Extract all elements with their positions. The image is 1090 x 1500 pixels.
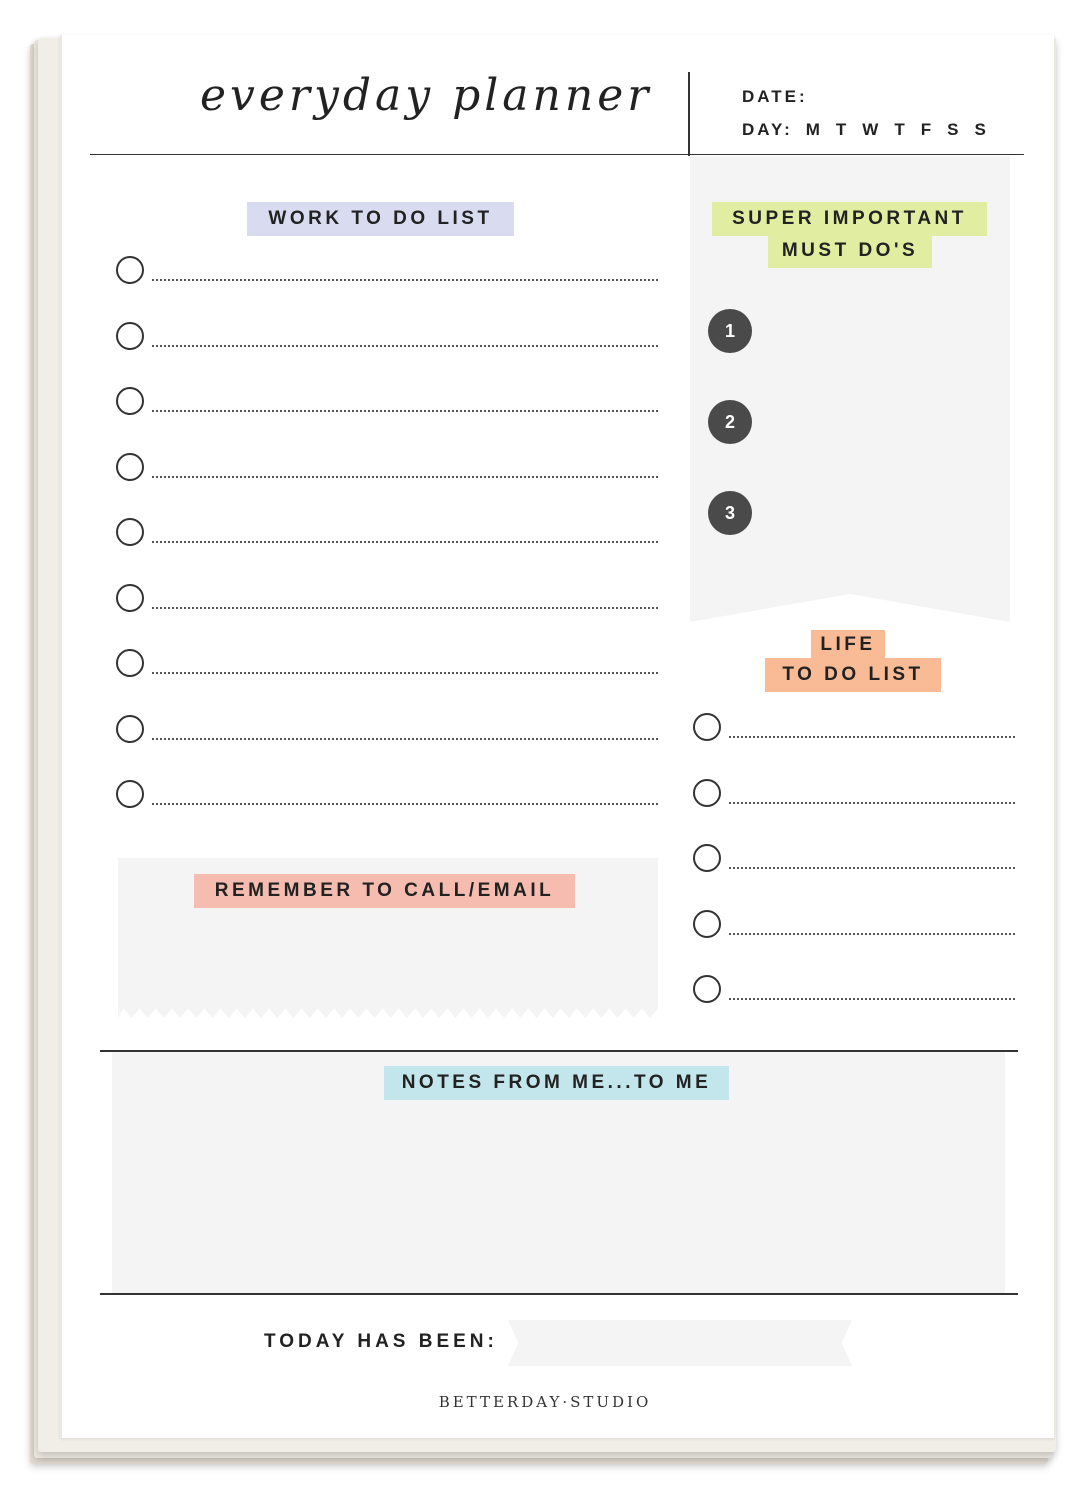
day-wednesday[interactable]: W xyxy=(862,120,882,139)
work-list-heading: WORK TO DO LIST xyxy=(247,202,514,236)
write-line[interactable] xyxy=(729,802,1015,804)
life-list-item xyxy=(693,975,1019,1005)
checkbox-circle[interactable] xyxy=(116,322,144,350)
checkbox-circle[interactable] xyxy=(116,780,144,808)
day-friday[interactable]: F xyxy=(920,120,935,139)
super-important-heading-line2: MUST DO'S xyxy=(768,234,932,268)
checkbox-circle[interactable] xyxy=(116,518,144,546)
work-list-item xyxy=(116,322,662,352)
write-line[interactable] xyxy=(152,279,658,281)
day-tuesday[interactable]: T xyxy=(835,120,850,139)
day-saturday[interactable]: S xyxy=(947,120,962,139)
checkbox-circle[interactable] xyxy=(116,649,144,677)
day-label: DAY: xyxy=(742,120,793,139)
write-line[interactable] xyxy=(152,541,658,543)
write-line[interactable] xyxy=(152,738,658,740)
write-line[interactable] xyxy=(729,933,1015,935)
life-list-item xyxy=(693,844,1019,874)
priority-number-1: 1 xyxy=(708,309,752,353)
write-line[interactable] xyxy=(152,607,658,609)
today-rating-field[interactable] xyxy=(508,1320,852,1366)
work-list-item xyxy=(116,387,662,417)
notes-bottom-rule xyxy=(100,1293,1018,1295)
checkbox-circle[interactable] xyxy=(116,387,144,415)
work-list-item xyxy=(116,518,662,548)
checkbox-circle[interactable] xyxy=(116,256,144,284)
header-divider xyxy=(688,72,690,156)
brand-logo: BETTERDAY·STUDIO xyxy=(438,1393,652,1411)
checkbox-circle[interactable] xyxy=(693,975,721,1003)
write-line[interactable] xyxy=(152,672,658,674)
write-line[interactable] xyxy=(152,803,658,805)
write-line[interactable] xyxy=(729,736,1015,738)
write-line[interactable] xyxy=(152,410,658,412)
notes-heading: NOTES FROM ME...TO ME xyxy=(384,1066,729,1100)
day-thursday[interactable]: T xyxy=(894,120,908,139)
work-list-item xyxy=(116,649,662,679)
write-line[interactable] xyxy=(729,998,1015,1000)
checkbox-circle[interactable] xyxy=(116,453,144,481)
day-monday[interactable]: M xyxy=(805,120,823,139)
header-underline xyxy=(90,154,1024,155)
checkbox-circle[interactable] xyxy=(693,910,721,938)
checkbox-circle[interactable] xyxy=(116,715,144,743)
checkbox-circle[interactable] xyxy=(693,713,721,741)
remember-heading: REMEMBER TO CALL/EMAIL xyxy=(194,874,575,908)
work-list-item xyxy=(116,453,662,483)
super-important-heading-line1: SUPER IMPORTANT xyxy=(712,202,987,236)
work-list-item xyxy=(116,715,662,745)
write-line[interactable] xyxy=(152,345,658,347)
today-label: TODAY HAS BEEN: xyxy=(264,1331,498,1352)
work-list-item xyxy=(116,584,662,614)
work-list-item xyxy=(116,780,662,810)
checkbox-circle[interactable] xyxy=(116,584,144,612)
day-sunday[interactable]: S xyxy=(974,120,989,139)
life-list-heading-line1: LIFE xyxy=(811,630,885,660)
priority-number-3: 3 xyxy=(708,491,752,535)
date-field[interactable]: DATE: xyxy=(742,87,808,106)
planner-title: everyday planner xyxy=(200,70,653,121)
life-list-item xyxy=(693,910,1019,940)
life-list-item xyxy=(693,779,1019,809)
write-line[interactable] xyxy=(729,867,1015,869)
checkbox-circle[interactable] xyxy=(693,779,721,807)
life-list-item xyxy=(693,713,1019,743)
write-line[interactable] xyxy=(152,476,658,478)
checkbox-circle[interactable] xyxy=(693,844,721,872)
day-selector xyxy=(742,120,989,140)
work-list-item xyxy=(116,256,662,286)
priority-number-2: 2 xyxy=(708,400,752,444)
life-list-heading-line2: TO DO LIST xyxy=(765,658,941,692)
